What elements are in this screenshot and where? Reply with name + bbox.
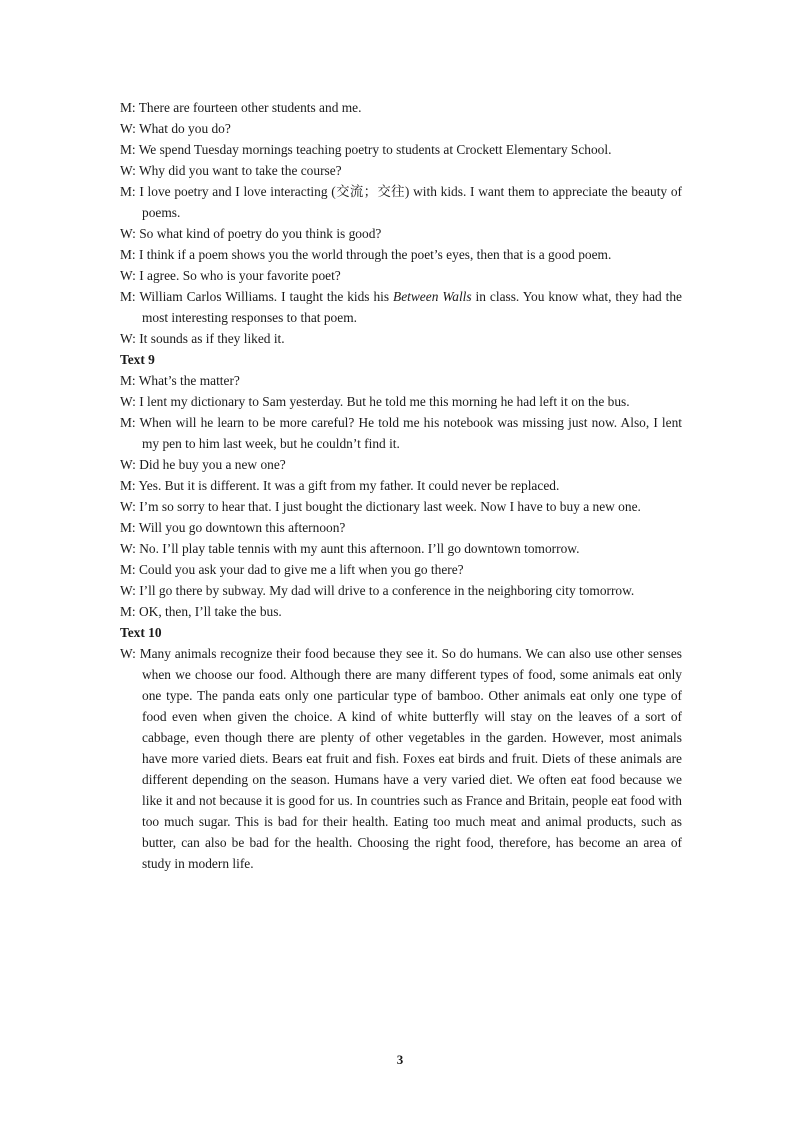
dialogue-line-williams [120,286,682,328]
monologue-paragraph: W: Many animals recognize their food because they see it. So do humans. We can also use other senses when we choose our food. Although there are many different types of food, some animals eat only one type. The panda eats only one particular type of bamboo. Other animals eat only one type of food even when given the choice. A kind of white butterfly will stay on the leaves of a sort of cabbage, even though there are plenty of other vegetables in the garden. However, most animals have more varied diets. Bears eat fruit and fish. Foxes eat birds and fruit. Diets of these animals are different depending on the season. Humans have a very varied diet. We often eat food because we like it and not because it is good for us. In countries such as France and Britain, people eat food with too much sugar. This is bad for their health. Eating too much meat and animal products, such as butter, can also be bad for the health. Choosing the right food, therefore, has become an area of study in modern life. [120,646,682,871]
dialogue-line: W: It sounds as if they liked it. [120,331,285,346]
page-number: 3 [396,1052,404,1067]
dialogue-line: W: I agree. So who is your favorite poet? [120,268,341,283]
dialogue-line: W: No. I’ll play table tennis with my aunt this afternoon. I’ll go downtown tomorrow. [120,541,580,556]
section-heading-text-10: Text 10 [120,625,162,640]
dialogue-line: M: Yes. But it is different. It was a gift from my father. It could never be replaced. [120,478,560,493]
dialogue-line: W: So what kind of poetry do you think is good? [120,226,382,241]
dialogue-line: W: I’m so sorry to hear that. I just bought the dictionary last week. Now I have to buy a new one. [120,499,641,514]
dialogue-line: M: Will you go downtown this afternoon? [120,520,346,535]
dialogue-line: W: What do you do? [120,121,231,136]
dialogue-text: in class. You know what, they had the most interesting responses to that poem. [142,289,683,325]
poem-title: Between Walls [393,289,472,304]
dialogue-line: M: What’s the matter? [120,373,240,388]
dialogue-line: M: OK, then, I’ll take the bus. [120,604,282,619]
dialogue-line: W: Why did you want to take the course? [120,163,342,178]
dialogue-line: W: Did he buy you a new one? [120,457,286,472]
dialogue-line: M: There are fourteen other students and me. [120,100,362,115]
section-heading-text-9: Text 9 [120,352,155,367]
transcript-content [120,97,682,874]
dialogue-line: M: Could you ask your dad to give me a lift when you go there? [120,562,464,577]
dialogue-line: M: We spend Tuesday mornings teaching poetry to students at Crockett Elementary School. [120,142,612,157]
dialogue-text: M: William Carlos Williams. I taught the kids his [120,289,394,304]
dialogue-line: W: I lent my dictionary to Sam yesterday. But he told me this morning he had left it on the bus. [120,394,630,409]
dialogue-line: M: I think if a poem shows you the world through the poet’s eyes, then that is a good poem. [120,247,612,262]
dialogue-line: M: When will he learn to be more careful? He told me his notebook was missing just now. Also, I lent my pen to him last week, but he couldn’t find it. [120,415,682,451]
dialogue-line: W: I’ll go there by subway. My dad will drive to a conference in the neighboring city tomorrow. [120,583,635,598]
dialogue-line: M: I love poetry and I love interacting (交流；交往) with kids. I want them to appreciate the beauty of poems. [120,184,682,220]
